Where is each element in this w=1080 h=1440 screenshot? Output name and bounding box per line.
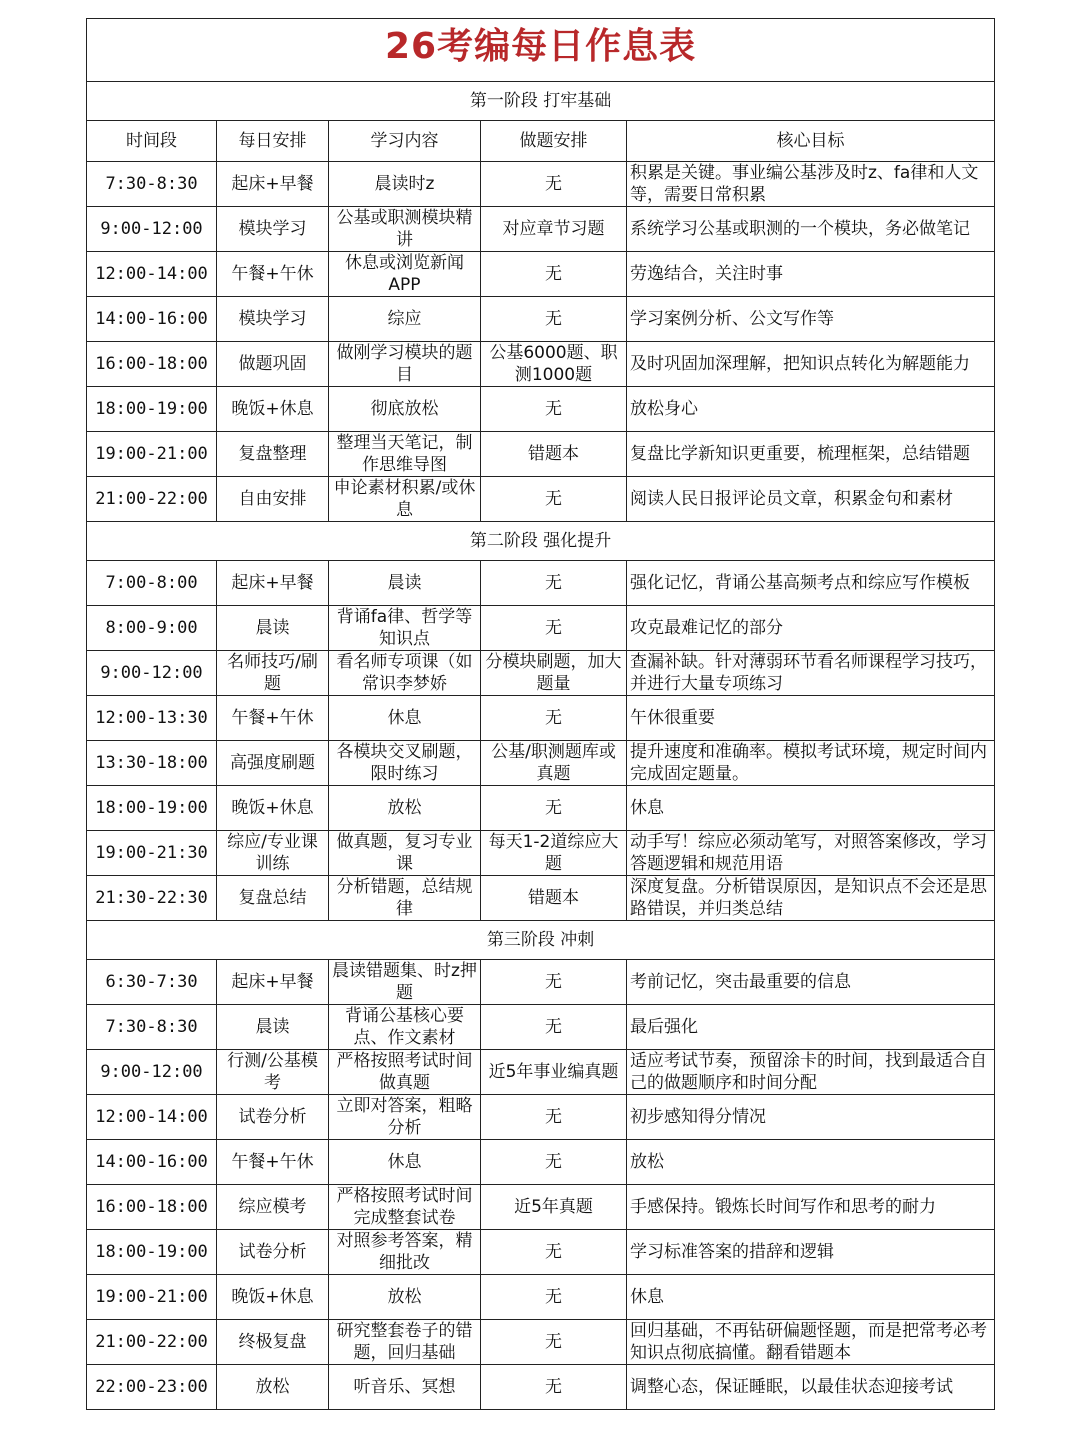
time-cell: 21:00-22:00 [87, 477, 217, 522]
practice-cell: 无 [481, 696, 627, 741]
plan-cell: 做题巩固 [217, 342, 329, 387]
content-cell: 做刚学习模块的题目 [329, 342, 481, 387]
stage-header-row [87, 921, 995, 960]
goal-cell: 回归基础，不再钻研偏题怪题，而是把常考必考知识点彻底搞懂。翻看错题本 [627, 1320, 995, 1365]
goal-cell: 放松身心 [627, 387, 995, 432]
time-cell: 13:30-18:00 [87, 741, 217, 786]
practice-cell: 错题本 [481, 876, 627, 921]
plan-cell: 试卷分析 [217, 1095, 329, 1140]
table-row [87, 432, 995, 477]
table-row [87, 387, 995, 432]
practice-cell: 近5年真题 [481, 1185, 627, 1230]
table-row [87, 876, 995, 921]
practice-cell: 无 [481, 1230, 627, 1275]
goal-cell: 劳逸结合，关注时事 [627, 252, 995, 297]
plan-cell: 晨读 [217, 606, 329, 651]
column-header: 每日安排 [217, 121, 329, 162]
practice-cell: 无 [481, 1320, 627, 1365]
plan-cell: 模块学习 [217, 207, 329, 252]
time-cell: 19:00-21:00 [87, 432, 217, 477]
time-cell: 9:00-12:00 [87, 207, 217, 252]
content-cell: 公基或职测模块精讲 [329, 207, 481, 252]
practice-cell: 无 [481, 162, 627, 207]
practice-cell: 无 [481, 1005, 627, 1050]
time-cell: 12:00-14:00 [87, 1095, 217, 1140]
time-cell: 7:30-8:30 [87, 1005, 217, 1050]
table-row [87, 297, 995, 342]
time-cell: 14:00-16:00 [87, 297, 217, 342]
time-cell: 16:00-18:00 [87, 1185, 217, 1230]
goal-cell: 强化记忆，背诵公基高频考点和综应写作模板 [627, 561, 995, 606]
time-cell: 19:00-21:00 [87, 1275, 217, 1320]
column-header: 做题安排 [481, 121, 627, 162]
plan-cell: 晚饭+休息 [217, 387, 329, 432]
stage-title: 第二阶段 强化提升 [87, 522, 995, 561]
practice-cell: 无 [481, 1095, 627, 1140]
practice-cell: 公基6000题、职测1000题 [481, 342, 627, 387]
time-cell: 7:30-8:30 [87, 162, 217, 207]
table-row [87, 1230, 995, 1275]
time-cell: 12:00-13:30 [87, 696, 217, 741]
goal-cell: 及时巩固加深理解，把知识点转化为解题能力 [627, 342, 995, 387]
goal-cell: 放松 [627, 1140, 995, 1185]
plan-cell: 自由安排 [217, 477, 329, 522]
schedule-body [87, 19, 995, 1410]
table-row [87, 342, 995, 387]
content-cell: 严格按照考试时间做真题 [329, 1050, 481, 1095]
content-cell: 立即对答案，粗略分析 [329, 1095, 481, 1140]
content-cell: 听音乐、冥想 [329, 1365, 481, 1410]
table-row [87, 1185, 995, 1230]
column-header: 核心目标 [627, 121, 995, 162]
practice-cell: 无 [481, 606, 627, 651]
goal-cell: 系统学习公基或职测的一个模块，务必做笔记 [627, 207, 995, 252]
column-header-row [87, 121, 995, 162]
plan-cell: 综应模考 [217, 1185, 329, 1230]
practice-cell: 无 [481, 960, 627, 1005]
goal-cell: 休息 [627, 786, 995, 831]
time-cell: 7:00-8:00 [87, 561, 217, 606]
goal-cell: 初步感知得分情况 [627, 1095, 995, 1140]
content-cell: 申论素材积累/或休息 [329, 477, 481, 522]
plan-cell: 行测/公基模考 [217, 1050, 329, 1095]
stage-header-row [87, 522, 995, 561]
content-cell: 综应 [329, 297, 481, 342]
plan-cell: 起床+早餐 [217, 561, 329, 606]
time-cell: 9:00-12:00 [87, 1050, 217, 1095]
practice-cell: 分模块刷题，加大题量 [481, 651, 627, 696]
plan-cell: 放松 [217, 1365, 329, 1410]
practice-cell: 无 [481, 387, 627, 432]
table-row [87, 1320, 995, 1365]
content-cell: 背诵fa律、哲学等知识点 [329, 606, 481, 651]
goal-cell: 积累是关键。事业编公基涉及时z、fa律和人文等，需要日常积累 [627, 162, 995, 207]
column-header: 学习内容 [329, 121, 481, 162]
table-row [87, 696, 995, 741]
goal-cell: 深度复盘。分析错误原因，是知识点不会还是思路错误，并归类总结 [627, 876, 995, 921]
plan-cell: 午餐+午休 [217, 1140, 329, 1185]
goal-cell: 动手写！综应必须动笔写，对照答案修改，学习答题逻辑和规范用语 [627, 831, 995, 876]
practice-cell: 无 [481, 1140, 627, 1185]
content-cell: 背诵公基核心要点、作文素材 [329, 1005, 481, 1050]
content-cell: 对照参考答案，精细批改 [329, 1230, 481, 1275]
plan-cell: 名师技巧/刷题 [217, 651, 329, 696]
content-cell: 放松 [329, 1275, 481, 1320]
content-cell: 休息或浏览新闻APP [329, 252, 481, 297]
goal-cell: 调整心态，保证睡眠，以最佳状态迎接考试 [627, 1365, 995, 1410]
time-cell: 19:00-21:30 [87, 831, 217, 876]
plan-cell: 综应/专业课训练 [217, 831, 329, 876]
goal-cell: 查漏补缺。针对薄弱环节看名师课程学习技巧，并进行大量专项练习 [627, 651, 995, 696]
practice-cell: 无 [481, 297, 627, 342]
goal-cell: 攻克最难记忆的部分 [627, 606, 995, 651]
plan-cell: 复盘总结 [217, 876, 329, 921]
schedule-table [86, 18, 995, 1410]
plan-cell: 晚饭+休息 [217, 1275, 329, 1320]
table-row [87, 477, 995, 522]
practice-cell: 公基/职测题库或真题 [481, 741, 627, 786]
stage-title: 第一阶段 打牢基础 [87, 82, 995, 121]
table-row [87, 1050, 995, 1095]
time-cell: 22:00-23:00 [87, 1365, 217, 1410]
table-row [87, 1275, 995, 1320]
goal-cell: 学习标准答案的措辞和逻辑 [627, 1230, 995, 1275]
content-cell: 分析错题，总结规律 [329, 876, 481, 921]
plan-cell: 午餐+午休 [217, 252, 329, 297]
goal-cell: 复盘比学新知识更重要，梳理框架，总结错题 [627, 432, 995, 477]
page-title: 26考编每日作息表 [384, 26, 697, 67]
content-cell: 研究整套卷子的错题，回归基础 [329, 1320, 481, 1365]
goal-cell: 提升速度和准确率。模拟考试环境，规定时间内完成固定题量。 [627, 741, 995, 786]
time-cell: 6:30-7:30 [87, 960, 217, 1005]
time-cell: 9:00-12:00 [87, 651, 217, 696]
time-cell: 18:00-19:00 [87, 786, 217, 831]
practice-cell: 每天1-2道综应大题 [481, 831, 627, 876]
plan-cell: 晨读 [217, 1005, 329, 1050]
content-cell: 看名师专项课（如常识李梦娇 [329, 651, 481, 696]
plan-cell: 模块学习 [217, 297, 329, 342]
table-row [87, 1140, 995, 1185]
time-cell: 14:00-16:00 [87, 1140, 217, 1185]
time-cell: 12:00-14:00 [87, 252, 217, 297]
table-row [87, 831, 995, 876]
goal-cell: 休息 [627, 1275, 995, 1320]
plan-cell: 复盘整理 [217, 432, 329, 477]
plan-cell: 起床+早餐 [217, 960, 329, 1005]
plan-cell: 试卷分析 [217, 1230, 329, 1275]
table-row [87, 1365, 995, 1410]
content-cell: 放松 [329, 786, 481, 831]
time-cell: 16:00-18:00 [87, 342, 217, 387]
plan-cell: 高强度刷题 [217, 741, 329, 786]
goal-cell: 手感保持。锻炼长时间写作和思考的耐力 [627, 1185, 995, 1230]
practice-cell: 无 [481, 561, 627, 606]
table-row [87, 1095, 995, 1140]
table-row [87, 960, 995, 1005]
content-cell: 各模块交叉刷题，限时练习 [329, 741, 481, 786]
content-cell: 彻底放松 [329, 387, 481, 432]
goal-cell: 最后强化 [627, 1005, 995, 1050]
goal-cell: 午休很重要 [627, 696, 995, 741]
time-cell: 18:00-19:00 [87, 387, 217, 432]
content-cell: 做真题，复习专业课 [329, 831, 481, 876]
table-row [87, 162, 995, 207]
practice-cell: 近5年事业编真题 [481, 1050, 627, 1095]
table-row [87, 561, 995, 606]
table-row [87, 606, 995, 651]
content-cell: 休息 [329, 1140, 481, 1185]
table-row [87, 741, 995, 786]
table-row [87, 207, 995, 252]
practice-cell: 对应章节习题 [481, 207, 627, 252]
time-cell: 18:00-19:00 [87, 1230, 217, 1275]
time-cell: 21:00-22:00 [87, 1320, 217, 1365]
practice-cell: 无 [481, 252, 627, 297]
goal-cell: 阅读人民日报评论员文章，积累金句和素材 [627, 477, 995, 522]
goal-cell: 学习案例分析、公文写作等 [627, 297, 995, 342]
content-cell: 晨读错题集、时z押题 [329, 960, 481, 1005]
content-cell: 严格按照考试时间完成整套试卷 [329, 1185, 481, 1230]
stage-header-row [87, 82, 995, 121]
goal-cell: 考前记忆，突击最重要的信息 [627, 960, 995, 1005]
practice-cell: 错题本 [481, 432, 627, 477]
table-row [87, 786, 995, 831]
practice-cell: 无 [481, 1365, 627, 1410]
content-cell: 休息 [329, 696, 481, 741]
time-cell: 21:30-22:30 [87, 876, 217, 921]
table-row [87, 1005, 995, 1050]
practice-cell: 无 [481, 477, 627, 522]
content-cell: 晨读时z [329, 162, 481, 207]
plan-cell: 起床+早餐 [217, 162, 329, 207]
time-cell: 8:00-9:00 [87, 606, 217, 651]
table-row [87, 252, 995, 297]
plan-cell: 晚饭+休息 [217, 786, 329, 831]
plan-cell: 终极复盘 [217, 1320, 329, 1365]
column-header: 时间段 [87, 121, 217, 162]
stage-title: 第三阶段 冲刺 [87, 921, 995, 960]
practice-cell: 无 [481, 1275, 627, 1320]
content-cell: 晨读 [329, 561, 481, 606]
practice-cell: 无 [481, 786, 627, 831]
content-cell: 整理当天笔记，制作思维导图 [329, 432, 481, 477]
plan-cell: 午餐+午休 [217, 696, 329, 741]
title-cell [87, 19, 995, 82]
goal-cell: 适应考试节奏，预留涂卡的时间，找到最适合自己的做题顺序和时间分配 [627, 1050, 995, 1095]
table-row [87, 651, 995, 696]
title-row [87, 19, 995, 82]
